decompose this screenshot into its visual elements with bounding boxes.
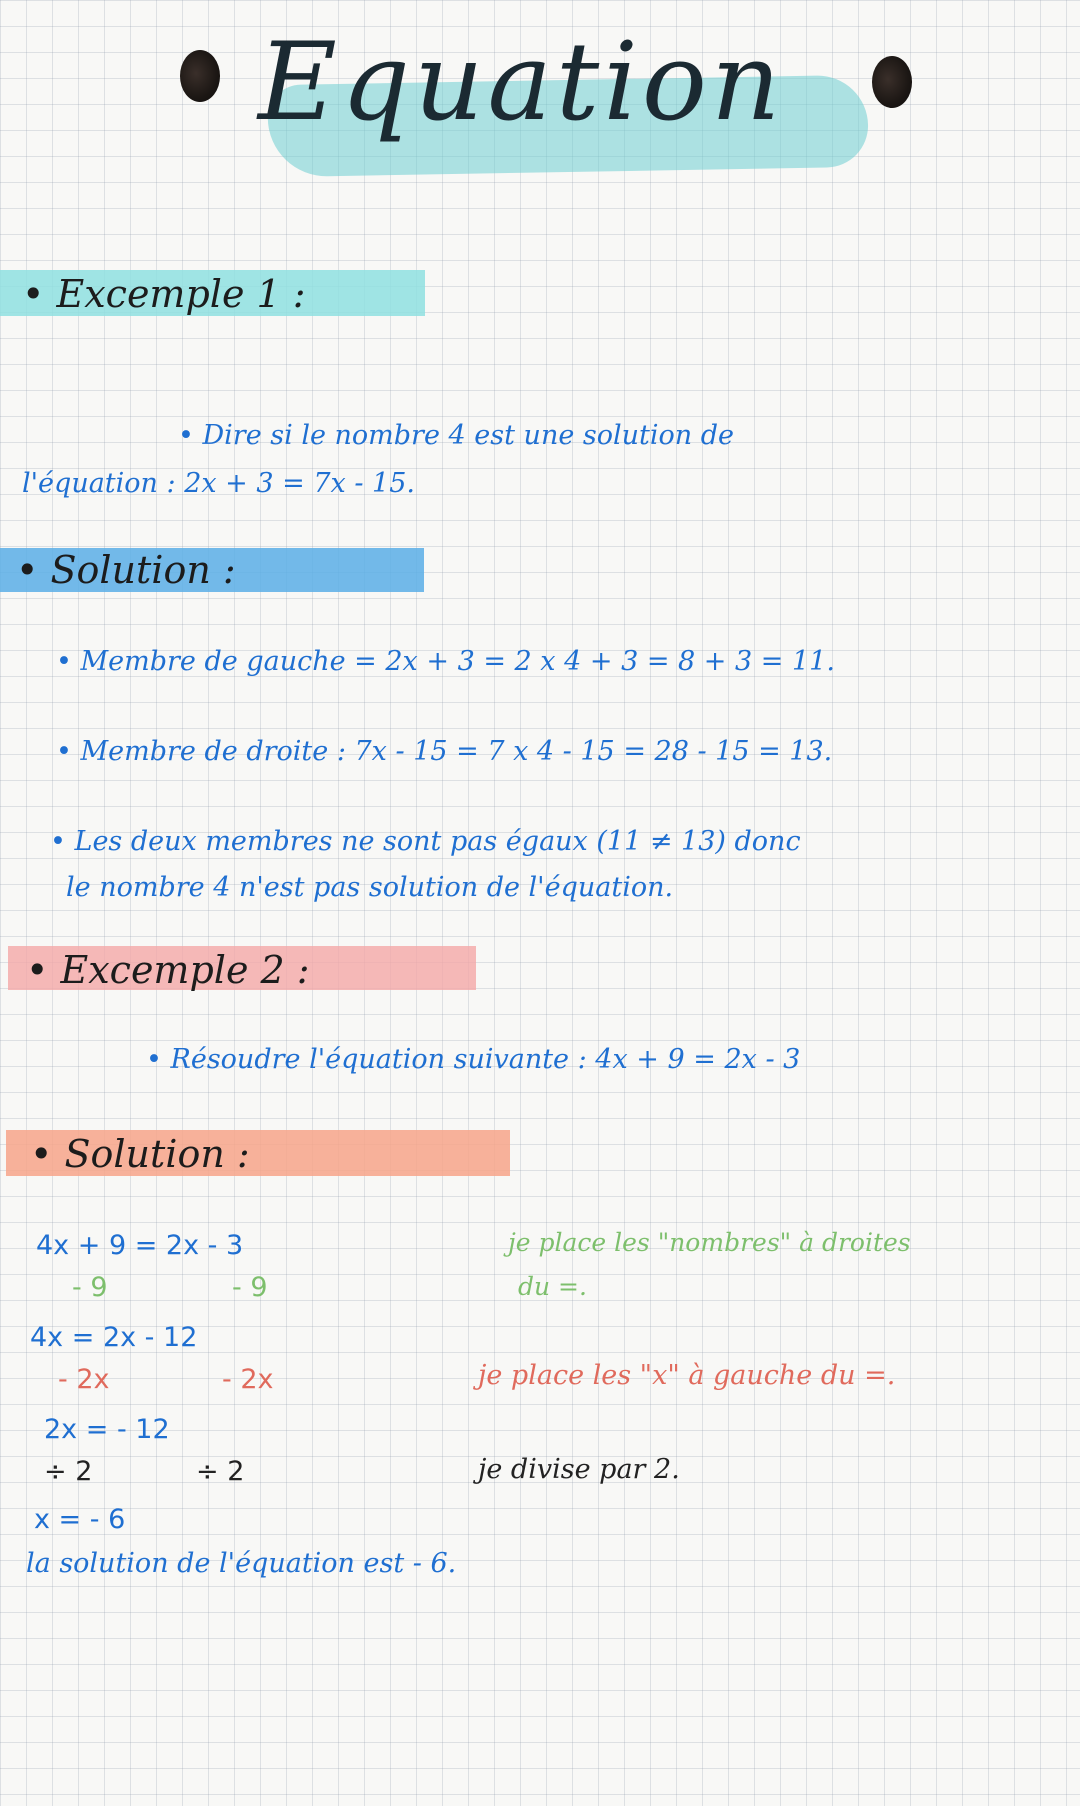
conclusion-line2: le nombre 4 n'est pas solution de l'équation. bbox=[66, 872, 674, 903]
page-title: Equation bbox=[258, 20, 785, 145]
conclusion-line1: • Les deux membres ne sont pas égaux (11 ≠ 13) donc bbox=[50, 826, 801, 857]
step1-op-left: - 9 bbox=[72, 1272, 108, 1303]
example1-prompt-line2: l'équation : 2x + 3 = 7x - 15. bbox=[22, 468, 415, 499]
step3-op-left: ÷ 2 bbox=[44, 1456, 93, 1487]
note2: je place les "x" à gauche du =. bbox=[478, 1360, 896, 1391]
step1-equation: 4x + 9 = 2x - 3 bbox=[36, 1230, 244, 1261]
step2-op-left: - 2x bbox=[58, 1364, 110, 1395]
final-answer: la solution de l'équation est - 6. bbox=[26, 1548, 457, 1579]
example1-prompt-line1: • Dire si le nombre 4 est une solution de bbox=[178, 420, 735, 451]
left-member-line: • Membre de gauche = 2x + 3 = 2 x 4 + 3 = 8 + 3 = 11. bbox=[56, 646, 835, 677]
step3-op-right: ÷ 2 bbox=[196, 1456, 245, 1487]
right-member-line: • Membre de droite : 7x - 15 = 7 x 4 - 15 = 28 - 15 = 13. bbox=[56, 736, 833, 767]
step2-op-right: - 2x bbox=[222, 1364, 274, 1395]
solution1-heading: • Solution : bbox=[16, 548, 236, 592]
step1-op-right: - 9 bbox=[232, 1272, 268, 1303]
example2-prompt: • Résoudre l'équation suivante : 4x + 9 = 2x - 3 bbox=[146, 1044, 801, 1075]
example2-heading: • Excemple 2 : bbox=[26, 948, 310, 992]
step4-equation: x = - 6 bbox=[34, 1504, 126, 1535]
binder-hole-right bbox=[872, 56, 912, 108]
note1-line1: je place les "nombres" à droites bbox=[508, 1228, 911, 1257]
note3: je divise par 2. bbox=[478, 1454, 680, 1485]
note1-line2: du =. bbox=[518, 1272, 587, 1301]
example1-heading: • Excemple 1 : bbox=[22, 272, 306, 316]
solution2-heading: • Solution : bbox=[30, 1132, 250, 1176]
binder-hole-left bbox=[180, 50, 220, 102]
step2-equation: 4x = 2x - 12 bbox=[30, 1322, 198, 1353]
step3-equation: 2x = - 12 bbox=[44, 1414, 170, 1445]
